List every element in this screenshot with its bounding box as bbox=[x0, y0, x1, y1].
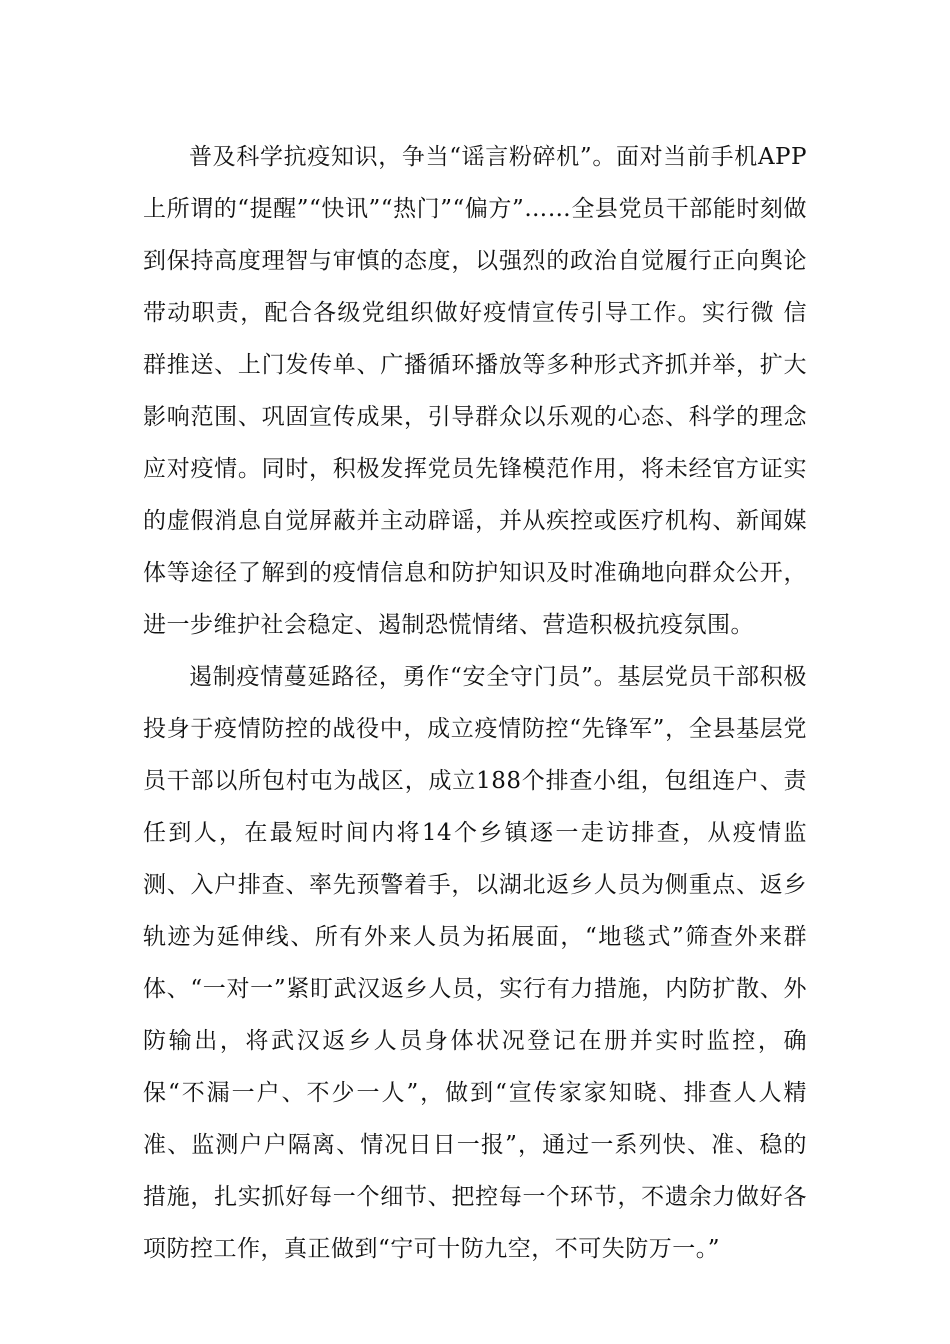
body-text bbox=[143, 131, 807, 1275]
paragraph-rumor-crusher: 普及科学抗疫知识，争当“谣言粉碎机”。面对当前手机APP上所谓的“提醒”“快讯”“热门”“偏方”……全县党员干部能时刻做到保持高度理智与审慎的态度，以强烈的政治自觉履行正向舆论带动职责，配合各级党组织做好疫情宣传引导工作。实行微 信群推送、上门发传单、广播循环播放等多种形式齐抓并举，扩大影响范围、巩固宣传成果，引导群众以乐观的心态、科学的理念应对疫情。同时，积极发挥党员先锋模范作用，将未经官方证实的虚假消息自觉屏蔽并主动辟谣，并从疾控或医疗机构、新闻媒体等途径了解到的疫情信息和防护知识及时准确地向群众公开，进一步维护社会稳定、遏制恐慌情绪、营造积极抗疫氛围。 bbox=[143, 144, 807, 638]
paragraph-safety-gatekeeper: 遏制疫情蔓延路径，勇作“安全守门员”。基层党员干部积极投身于疫情防控的战役中，成立疫情防控“先锋军”，全县基层党员干部以所包村屯为战区，成立188个排查小组，包组连户、责任到人，在最短时间内将14个乡镇逐一走访排查，从疫情监测、入户排查、率先预警着手，以湖北返乡人员为侧重点、返乡轨迹为延伸线、所有外来人员为拓展面，“地毯式”筛查外来群体、“一对一”紧盯武汉返乡人员，实行有力措施，内防扩散、外防输出，将武汉返乡人员身体状况登记在册并实时监控，确保“不漏一户、不少一人”，做到“宣传家家知晓、排查人人精准、监测户户隔离、情况日日一报”，通过一系列快、准、稳的措施，扎实抓好每一个细节、把控每一个环节，不遗余力做好各项防控工作，真正做到“宁可十防九空，不可失防万一。” bbox=[143, 664, 807, 1262]
